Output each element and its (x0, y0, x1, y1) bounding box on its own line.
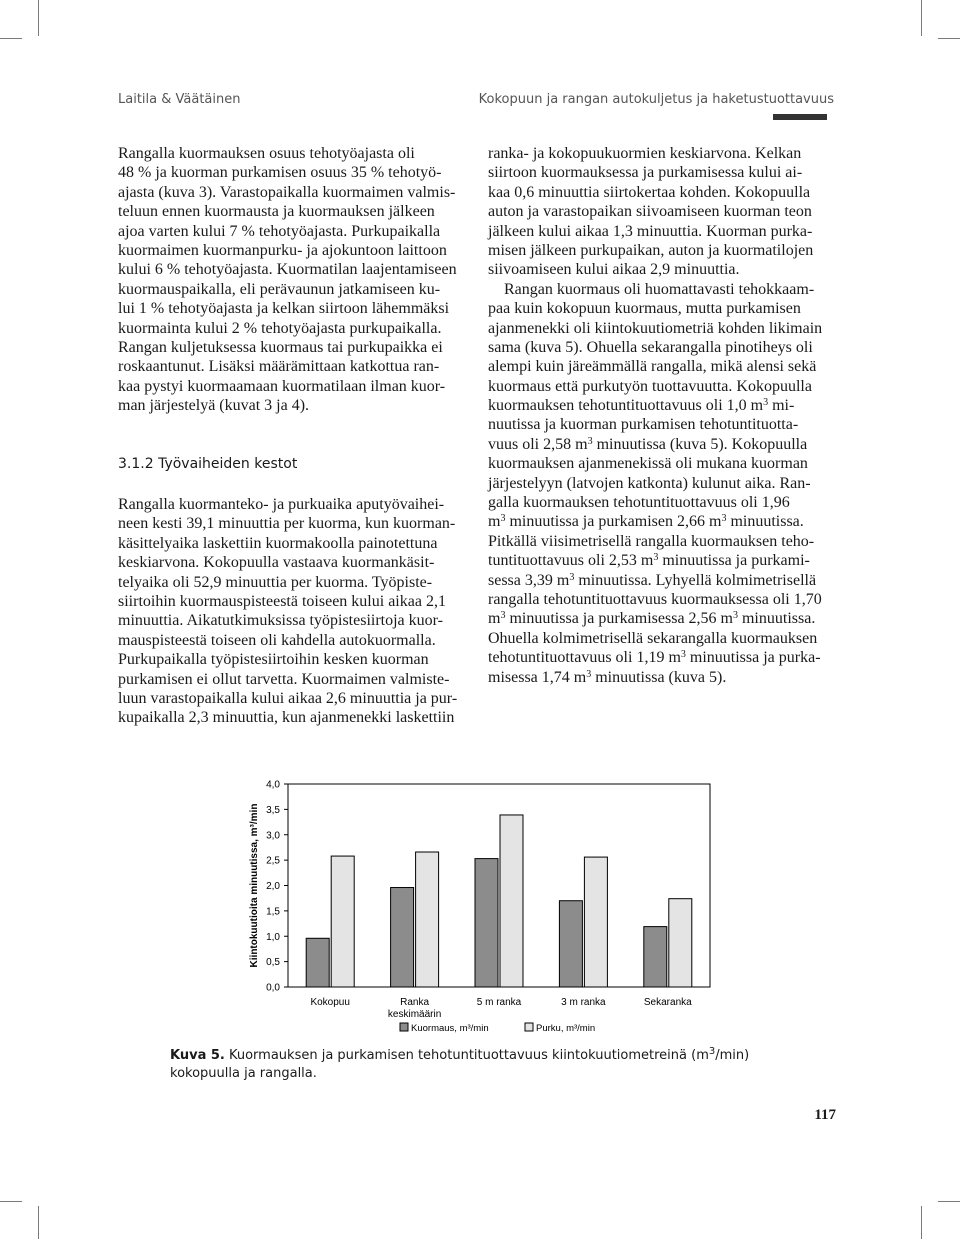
figure-caption (170, 1047, 810, 1083)
text-line (488, 222, 842, 241)
text-segment: tuntituottavuus oli 2,53 m (488, 552, 654, 570)
legend-label: Purku, m³/min (536, 1023, 596, 1034)
y-tick-label: 0,5 (266, 957, 280, 969)
text-segment: galla kuormauksen tehotuntituottavuus oli 1,96 (488, 494, 790, 512)
text-line (488, 532, 842, 551)
text-segment: nuutissa ja kuorman purkamisen tehotuntituotta- (488, 416, 799, 434)
y-tick-label: 3,5 (266, 804, 280, 816)
x-category-label: Kokopuu (310, 997, 350, 1008)
text-line: kaa pystyi kuormaamaan kuormatilaan ilman kuor- (118, 377, 446, 395)
x-category-label: Sekaranka (643, 997, 692, 1008)
crop-mark (938, 38, 960, 39)
text-segment: misessa 1,74 m (488, 668, 587, 686)
text-segment: minuutissa ja purka- (685, 649, 821, 667)
text-line: kului 6 % tehotyöajasta. Kuormatilan laajentamiseen (118, 261, 457, 279)
crop-mark (38, 1206, 39, 1239)
text-line (488, 609, 842, 628)
text-line (488, 241, 842, 260)
text-line: neen kesti 39,1 minuuttia per kuorma, kun kuorman- (118, 515, 456, 533)
text-line (488, 551, 842, 570)
text-line (488, 319, 842, 338)
text-segment: minuutissa (kuva 5). Kokopuulla (592, 435, 808, 453)
text-line (488, 202, 842, 221)
crop-mark (921, 0, 922, 36)
text-line: 48 % ja kuorman purkamisen osuus 35 % tehotyö- (118, 164, 442, 182)
text-segment: alempi kuin järeämmällä rangalla, mikä alensi sekä (488, 358, 817, 376)
text-segment: rangalla tehotuntituottavuus kuormauksessa oli 1,70 (488, 590, 822, 608)
crop-mark (938, 1201, 960, 1202)
superscript: 3 (763, 397, 769, 409)
text-line: siirtoihin kuormauspisteestä toiseen kului aikaa 2,1 (118, 592, 446, 610)
text-line (488, 435, 842, 454)
text-line (488, 668, 842, 687)
text-line: luun varastopaikalla kului aikaa 2,6 minuuttia ja pur- (118, 689, 458, 707)
caption-text-b: /min) kokopuulla ja rangalla. (170, 1048, 750, 1081)
superscript: 3 (587, 435, 593, 447)
text-segment: Rangan kuormaus oli huomattavasti tehokkaam- (488, 280, 815, 298)
text-line (488, 571, 842, 590)
text-line (488, 144, 842, 163)
y-tick-label: 2,5 (266, 855, 280, 867)
superscript: 3 (732, 610, 738, 622)
bar-kuormaus (559, 901, 582, 987)
caption-text-a: Kuormauksen ja purkamisen tehotuntituottavuus kiintokuutiometreinä (m (224, 1048, 709, 1063)
text-segment: sama (kuva 5). Ohuella sekarangalla pinotiheys oli (488, 338, 813, 356)
text-segment: ajanmenekki oli kiintokuutiometriä kohden likimain (488, 319, 823, 337)
bar-purku (416, 852, 439, 987)
text-segment: Pitkällä viisimetrisellä rangalla kuormauksen teho- (488, 532, 815, 550)
section-body-text (118, 495, 474, 728)
text-line: kuormauspaikalla, eli perävaunun jatkamiseen ku- (118, 280, 441, 298)
text-line: ajasta (kuva 3). Varastopaikalla kuormaimen valmis- (118, 183, 456, 201)
crop-mark (38, 0, 39, 36)
text-segment: vuus oli 2,58 m (488, 435, 588, 453)
text-line: mauspisteestä toiseen oli kahdella autokuormalla. (118, 631, 436, 649)
text-line (488, 357, 842, 376)
legend-swatch (525, 1023, 533, 1031)
text-line (488, 648, 842, 667)
y-tick-label: 3,0 (266, 830, 280, 842)
text-line: purkamisen ei ollut tarvetta. Kuormaimen valmiste- (118, 670, 450, 688)
bar-kuormaus (475, 859, 498, 987)
text-line (488, 512, 842, 531)
text-line (488, 415, 842, 434)
y-tick-label: 1,0 (266, 931, 280, 943)
text-line: telyaika oli 52,9 minuuttia per kuorma. Työpiste- (118, 573, 433, 591)
y-axis-label: Kiintokuutioita minuutissa, m³/min (249, 803, 260, 968)
text-line (488, 396, 842, 415)
bar-purku (331, 856, 354, 987)
y-tick-label: 2,0 (266, 881, 280, 892)
text-segment: siivoamiseen kului aikaa 2,9 minuuttia. (488, 261, 740, 279)
text-segment: minuutissa. Lyhyellä kolmimetrisellä (574, 571, 817, 589)
text-segment: ranka- ja kokopuukuormien keskiarvona. Kelkan (488, 145, 802, 162)
text-line (488, 377, 842, 396)
text-segment: auton ja varastopaikan siivoamiseen kuorman teon (488, 203, 812, 221)
text-line: keskiarvona. Kokopuulla vastaava kuormankäsit- (118, 554, 435, 572)
superscript: 3 (653, 552, 659, 564)
text-line: man järjestelyä (kuvat 3 ja 4). (118, 397, 310, 415)
caption-label: Kuva 5. (170, 1048, 225, 1063)
text-segment: tehotuntituottavuus oli 1,19 m (488, 649, 681, 667)
text-line: minuuttia. Aikatutkimuksissa työpistesiirtoja kuor- (118, 612, 443, 630)
x-category-label: 5 m ranka (476, 997, 522, 1008)
text-segment: minuutissa ja purkamisessa 2,56 m (505, 610, 733, 628)
x-category-label: keskimäärin (387, 1009, 442, 1020)
running-header-title: Kokopuun ja rangan autokuljetus ja haketustuottavuus (478, 92, 834, 107)
text-segment: sessa 3,39 m (488, 571, 570, 589)
text-segment: kaa 0,6 minuuttia siirtokertaa kohden. Kokopuulla (488, 183, 811, 201)
legend-label: Kuormaus, m³/min (411, 1023, 489, 1034)
text-line: kuormainta kului 2 % tehotyöajasta purkupaikalla. (118, 319, 442, 337)
text-line (488, 590, 842, 609)
y-tick-label: 4,0 (266, 779, 280, 791)
text-segment: järjestelyyn (latvojen katkonta) kulunut aika. Ran- (488, 474, 811, 492)
x-category-label: 3 m ranka (561, 997, 606, 1008)
superscript: 3 (500, 513, 506, 525)
text-segment: minuutissa ja purkami- (658, 552, 810, 570)
text-line (488, 454, 842, 473)
superscript: 3 (721, 513, 727, 525)
crop-mark (0, 38, 22, 39)
crop-mark (0, 1201, 22, 1202)
page-number: 117 (814, 1107, 836, 1123)
right-column-text (488, 144, 842, 687)
text-segment: minuutissa (kuva 5). (591, 668, 727, 686)
y-tick-label: 0,0 (266, 982, 280, 994)
text-segment: minuutissa. (726, 513, 804, 531)
text-line (488, 299, 842, 318)
text-line: roskaantunut. Lisäksi määrämittaan katkottua ran- (118, 358, 440, 376)
text-line: käsittelyaika laskettiin kuormakoolla painotettuna (118, 534, 438, 552)
text-line (488, 338, 842, 357)
superscript: 3 (586, 668, 592, 680)
bar-kuormaus (644, 927, 667, 987)
text-segment: Ohuella kolmimetrisellä sekarangalla kuormauksen (488, 629, 818, 647)
bar-kuormaus (306, 938, 329, 987)
running-header-authors: Laitila & Väätäinen (118, 92, 241, 107)
text-segment: mi- (768, 397, 795, 415)
text-segment: kuormauksen tehotuntituottavuus oli 1,0 m (488, 397, 764, 415)
text-line: Rangan kuljetuksessa kuormaus tai purkupaikka ei (118, 338, 443, 356)
x-category-label: Ranka (400, 997, 430, 1008)
text-segment: minuutissa ja purkamisen 2,66 m (505, 513, 722, 531)
text-segment: paa kuin kokopuun kuormaus, mutta purkamisen (488, 300, 801, 318)
superscript: 3 (569, 571, 575, 583)
header-rule (773, 114, 827, 120)
text-segment: kuormauksen ajanmenekissä oli mukana kuorman (488, 455, 808, 473)
text-line (488, 280, 842, 299)
text-segment: misen jälkeen purkupaikan, auton ja kuormatilojen (488, 241, 814, 259)
text-line: kuormaimen kuormanpurku- ja ajokuntoon laittoon (118, 241, 447, 259)
bar-purku (584, 857, 607, 987)
bar-purku (500, 815, 523, 987)
text-line: teluun ennen kuormausta ja kuormauksen jälkeen (118, 203, 435, 221)
y-tick-label: 1,5 (266, 906, 280, 918)
text-segment: siirtoon kuormauksessa ja purkamisessa kului ai- (488, 164, 803, 182)
caption-sup: 3 (708, 1046, 716, 1057)
bar-kuormaus (391, 888, 414, 987)
crop-mark (921, 1206, 922, 1239)
text-line: Rangalla kuormanteko- ja purkuaika aputyövaihei- (118, 496, 445, 513)
text-line (488, 493, 842, 512)
text-line (488, 183, 842, 202)
text-line (488, 629, 842, 648)
text-segment: minuutissa. (737, 610, 816, 628)
text-line: lui 1 % tehotyöajasta ja kelkan siirtoon lähemmäksi (118, 300, 450, 318)
section-heading: 3.1.2 Työvaiheiden kestot (118, 456, 298, 472)
text-line (488, 163, 842, 182)
superscript: 3 (680, 649, 686, 661)
text-line: Purkupaikalla työpistesiirtoihin kesken kuorman (118, 651, 429, 669)
bar-purku (669, 899, 692, 987)
bar-chart (230, 770, 740, 1045)
left-column-text (118, 144, 474, 415)
text-line (488, 260, 842, 279)
text-segment: jälkeen kului aikaa 1,3 minuuttia. Kuorman purka- (488, 222, 813, 240)
superscript: 3 (500, 610, 506, 622)
text-line: ajoa varten kului 7 % tehotyöajasta. Purkupaikalla (118, 222, 441, 240)
text-line: Rangalla kuormauksen osuus tehotyöajasta oli (118, 145, 415, 162)
text-segment: m (488, 513, 501, 531)
text-line (488, 474, 842, 493)
text-segment: kuormaus että purkutyön tuottavuutta. Kokopuulla (488, 377, 812, 395)
text-line: kupaikalla 2,3 minuuttia, kun ajanmenekki laskettiin (118, 709, 455, 727)
text-segment: m (488, 610, 501, 628)
legend-swatch (400, 1023, 408, 1031)
